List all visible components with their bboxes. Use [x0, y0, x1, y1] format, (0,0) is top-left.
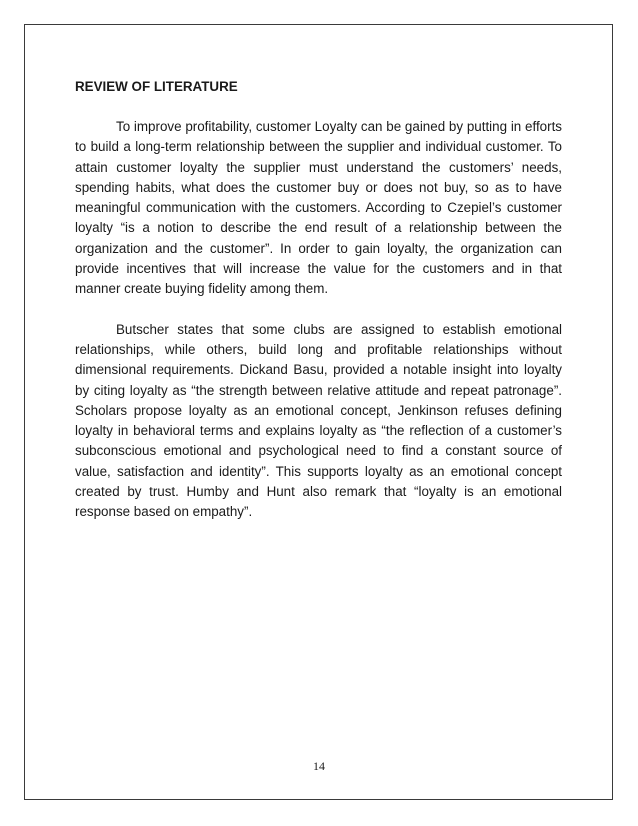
document-body [75, 77, 562, 523]
paragraph: To improve profitability, customer Loyalty can be gained by putting in efforts to build a long-term relationship between the supplier and individual customer. To attain customer loyalty the supplier must understand the customers’ needs, spending habits, what does the customer buy or does not buy, so as to have meaningful communication with the customers. According to Czepiel’s customer loyalty “is a notion to describe the end result of a relationship between the organization and the customer”. In order to gain loyalty, the organization can provide incentives that will increase the value for the customers and in that manner create buying fidelity among them. [75, 119, 562, 297]
section-heading: REVIEW OF LITERATURE [75, 79, 238, 94]
page-number: 14 [313, 759, 325, 773]
paragraph: Butscher states that some clubs are assigned to establish emotional relationships, while others, build long and profitable relationships without dimensional requirements. Dickand Basu, provided a notable insight into loyalty by citing loyalty as “the strength between relative attitude and repeat patronage”. Scholars propose loyalty as an emotional concept, Jenkinson refuses defining loyalty in behavioral terms and explains loyalty as “the reflection of a customer’s subconscious emotional and psychological need to find a constant source of value, satisfaction and identity”. This supports loyalty as an emotional concept created by trust. Humby and Hunt also remark that “loyalty is an emotional response based on empathy”. [75, 321, 562, 520]
